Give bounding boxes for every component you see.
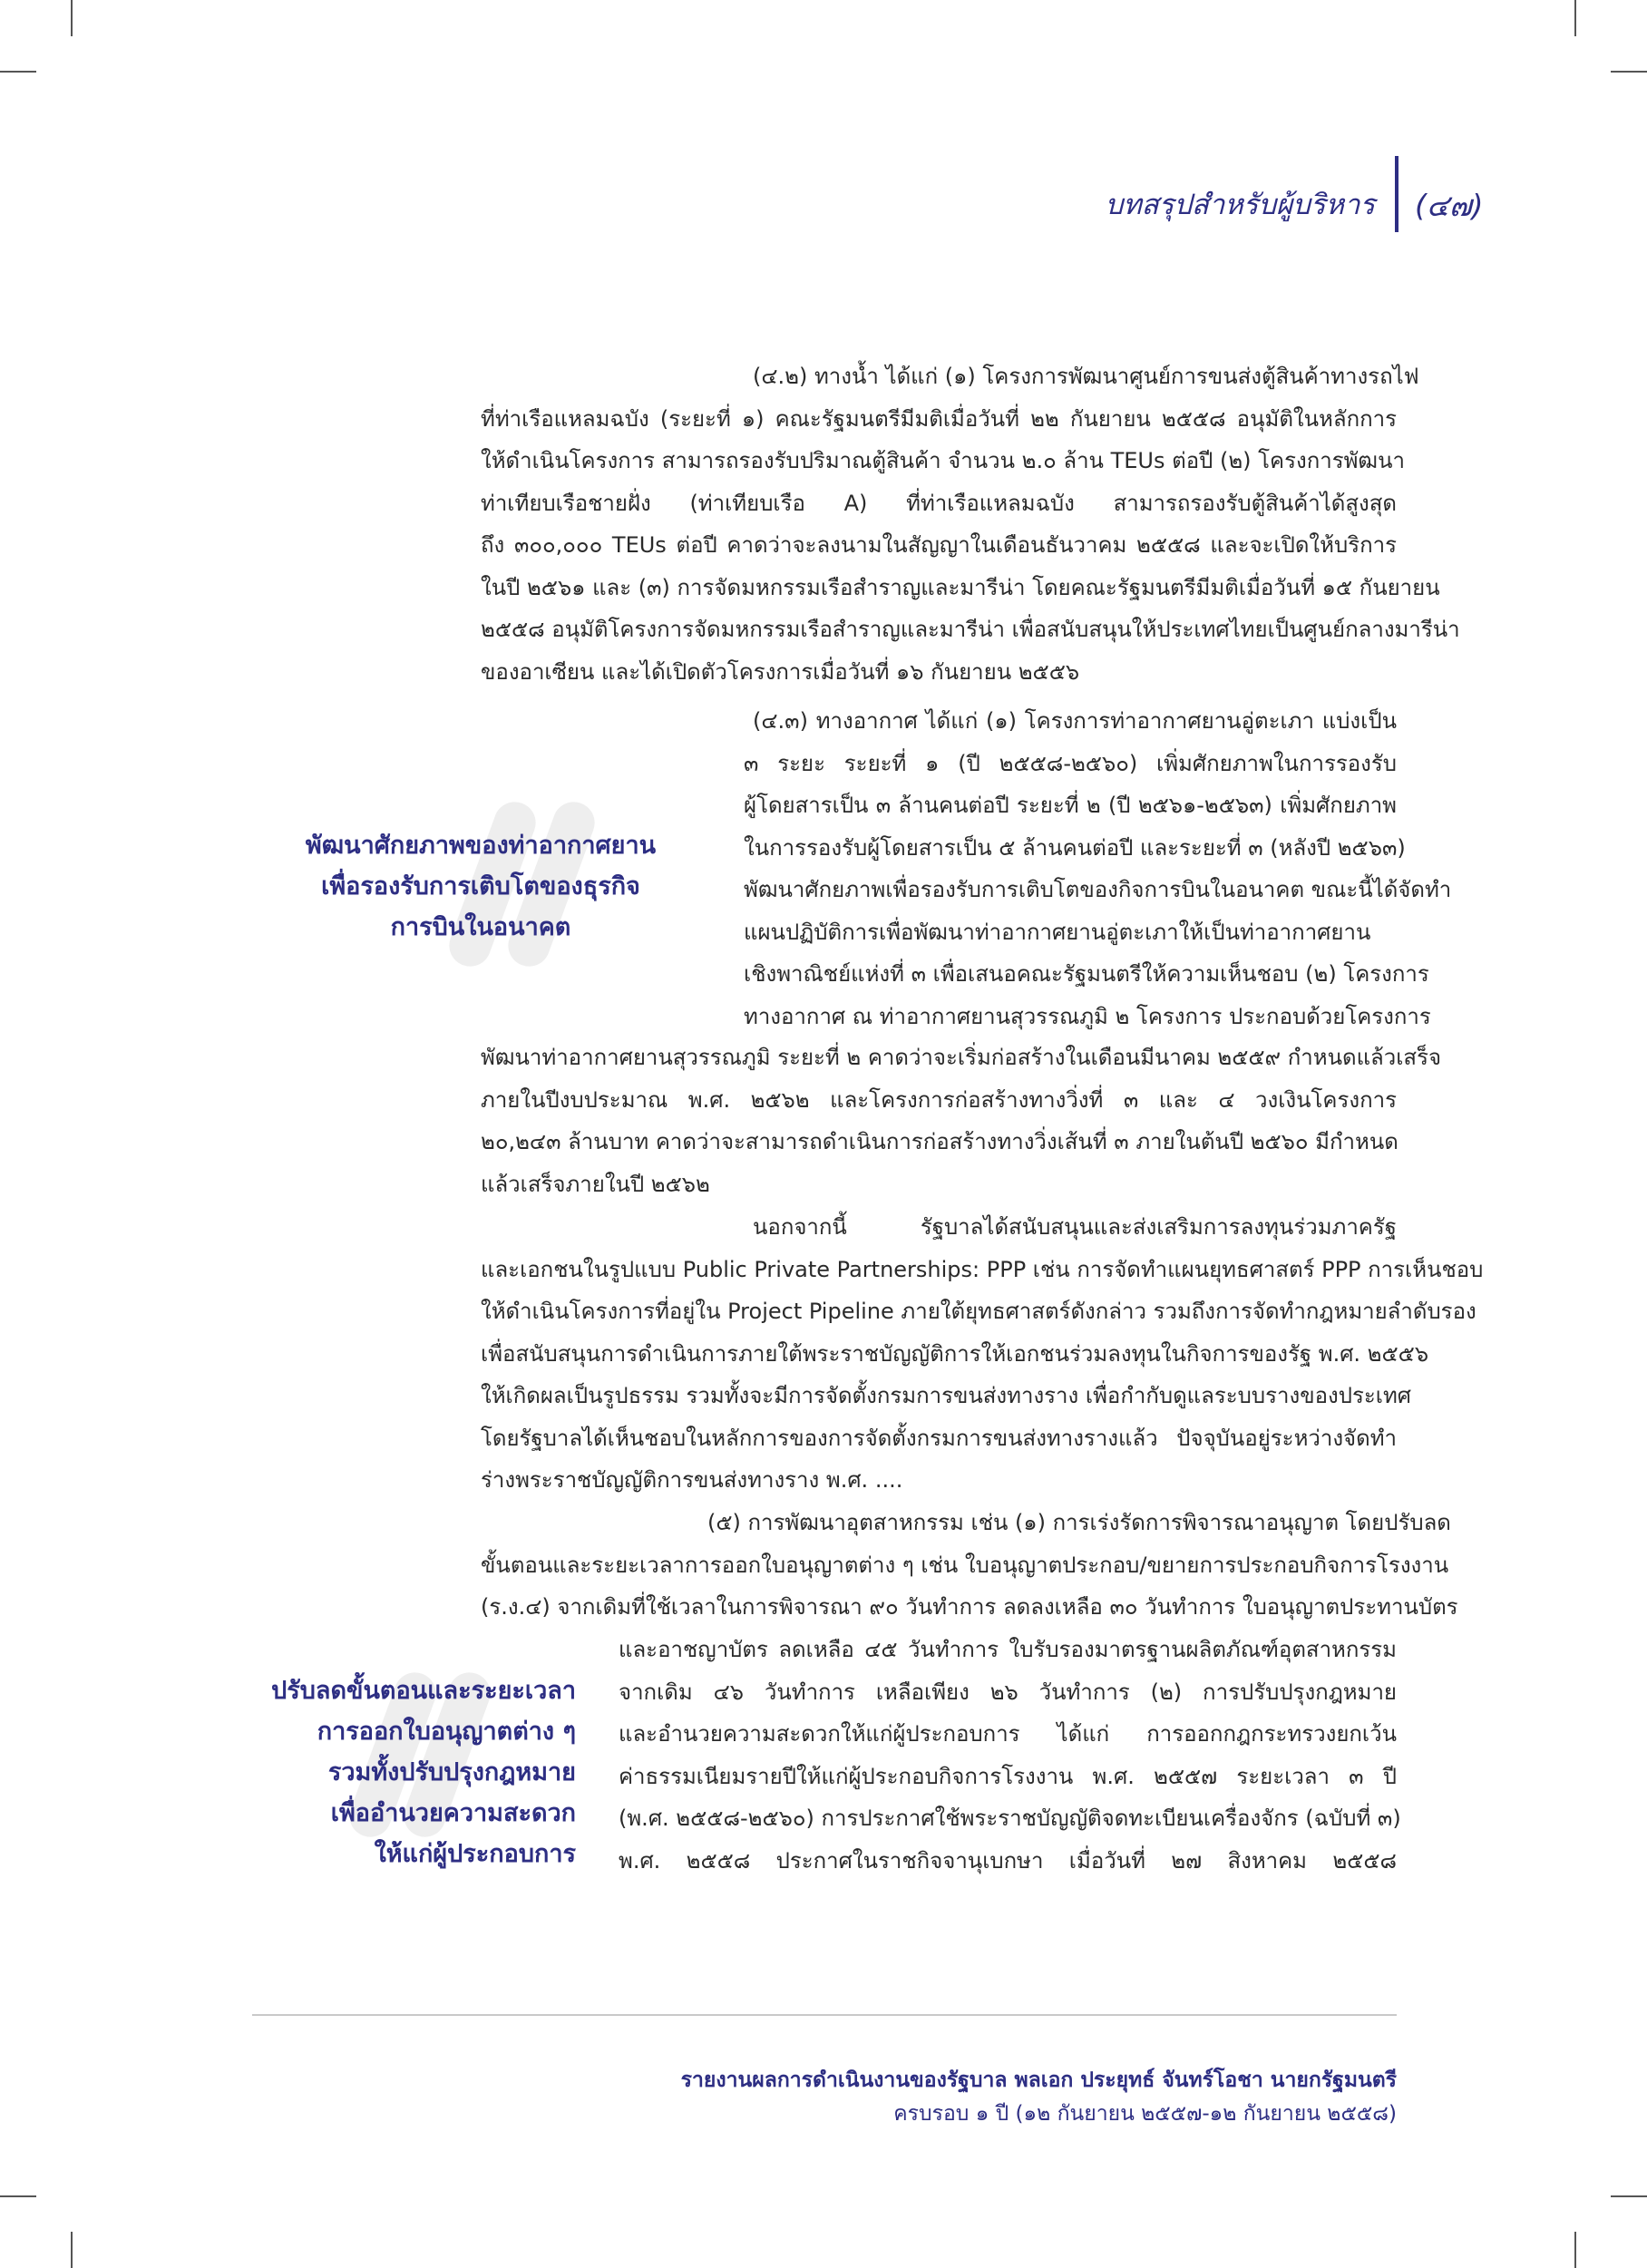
text-line: ๒๐,๒๔๓ ล้านบาท คาดว่าจะสามารถดำเนินการก่อสร้างทางวิ่งเส้นที่ ๓ ภายในต้นปี ๒๕๖๐ มีกำหนด <box>481 1129 1398 1154</box>
text-line: ๒๕๕๘ อนุมัติโครงการจัดมหกรรมเรือสำราญและมารีน่า เพื่อสนับสนุนให้ประเทศไทยเป็นศูนย์กลางมารีน่า <box>481 617 1460 642</box>
paragraph-industry <box>481 1502 1458 1629</box>
sidenote-line: เพื่ออำนวยความสะดวก <box>330 1799 576 1827</box>
crop-mark <box>71 2232 73 2268</box>
crop-mark <box>1611 2195 1647 2197</box>
crop-mark <box>0 71 36 73</box>
text-line: แล้วเสร็จภายในปี ๒๕๖๒ <box>481 1171 710 1197</box>
text-line: ขั้นตอนและระยะเวลาการออกใบอนุญาตต่าง ๆ เช่น ใบอนุญาตประกอบ/ขยายการประกอบกิจการโรงงาน <box>481 1552 1449 1578</box>
paragraph-ppp <box>481 1206 1484 1502</box>
text-line: แผนปฏิบัติการเพื่อพัฒนาท่าอากาศยานอู่ตะเภาให้เป็นท่าอากาศยาน <box>744 919 1371 945</box>
text-line: โดยรัฐบาลได้เห็นชอบในหลักการของการจัดตั้งกรมการขนส่งทางรางแล้ว ปัจจุบันอยู่ระหว่างจัดทำ <box>481 1425 1397 1451</box>
paragraph-industry-cont <box>619 1629 1401 1882</box>
text-line: ถึง ๓๐๐,๐๐๐ TEUs ต่อปี คาดว่าจะลงนามในสัญญาในเดือนธันวาคม ๒๕๕๘ และจะเปิดให้บริการ <box>481 532 1397 558</box>
text-line: ให้เกิดผลเป็นรูปธรรม รวมทั้งจะมีการจัดตั้งกรมการขนส่งทางราง เพื่อกำกับดูแลระบบรางของประเทศ <box>481 1383 1411 1408</box>
paragraph-airway-cont <box>481 1037 1442 1205</box>
text-line: ในปี ๒๕๖๑ และ (๓) การจัดมหกรรมเรือสำราญและมารีน่า โดยคณะรัฐมนตรีมีมติเมื่อวันที่ ๑๕ กันยายน <box>481 574 1440 600</box>
sidenote-airport <box>272 825 689 948</box>
text-line: ให้ดำเนินโครงการ สามารถรองรับปริมาณตู้สินค้า จำนวน ๒.๐ ล้าน TEUs ต่อปี (๒) โครงการพัฒนา <box>481 448 1405 473</box>
text-line: ในการรองรับผู้โดยสารเป็น ๕ ล้านคนต่อปี และระยะที่ ๓ (หลังปี ๒๕๖๓) <box>744 834 1406 861</box>
crop-mark <box>71 0 73 36</box>
text-line: ผู้โดยสารเป็น ๓ ล้านคนต่อปี ระยะที่ ๒ (ปี ๒๕๖๑-๒๕๖๓) เพิ่มศักยภาพ <box>744 793 1397 818</box>
sidenote-line: ให้แก่ผู้ประกอบการ <box>374 1840 576 1868</box>
text-line: และอาชญาบัตร ลดเหลือ ๔๕ วันทำการ ใบรับรองมาตรฐานผลิตภัณฑ์อุตสาหกรรม <box>619 1637 1397 1662</box>
text-line: ภายในปีงบประมาณ พ.ศ. ๒๕๖๒ และโครงการก่อสร้างทางวิ่งที่ ๓ และ ๔ วงเงินโครงการ <box>481 1086 1397 1113</box>
footer-report-title: รายงานผลการดำเนินงานของรัฐบาล พลเอก ประยุทธ์ จันทร์โอชา นายกรัฐมนตรี <box>680 2068 1397 2092</box>
sidenote-line: เพื่อรองรับการเติบโตของธุรกิจ <box>321 872 640 900</box>
footer-period: ครบรอบ ๑ ปี (๑๒ กันยายน ๒๕๕๗-๑๒ กันยายน ๒๕๕๘) <box>893 2102 1397 2126</box>
text-line: (พ.ศ. ๒๕๕๘-๒๕๖๐) การประกาศใช้พระราชบัญญัติจดทะเบียนเครื่องจักร (ฉบับที่ ๓) <box>619 1806 1401 1831</box>
footer-divider <box>252 2014 1397 2016</box>
text-line: ท่าเทียบเรือชายฝั่ง (ท่าเทียบเรือ A) ที่ท่าเรือแหลมฉบัง สามารถรองรับตู้สินค้าได้สูงสุด <box>481 490 1397 516</box>
sidenote-line: การออกใบอนุญาตต่าง ๆ <box>317 1718 576 1746</box>
sidenote-line: การบินในอนาคต <box>390 913 571 941</box>
sidenote-line: พัฒนาศักยภาพของท่าอากาศยาน <box>305 832 657 860</box>
text-line: นอกจากนี้ รัฐบาลได้สนับสนุนและส่งเสริมการลงทุนร่วมภาครัฐ <box>753 1214 1397 1240</box>
page-number: (๔๗) <box>1415 188 1484 223</box>
text-line: (๔.๒) ทางน้ำ ได้แก่ (๑) โครงการพัฒนาศูนย์การขนส่งตู้สินค้าทางรถไฟ <box>753 364 1419 389</box>
header-divider <box>1395 156 1398 232</box>
text-line: ของอาเซียน และได้เปิดตัวโครงการเมื่อวันที่ ๑๖ กันยายน ๒๕๕๖ <box>481 658 1080 685</box>
text-line: เชิงพาณิชย์แห่งที่ ๓ เพื่อเสนอคณะรัฐมนตรีให้ความเห็นชอบ (๒) โครงการ <box>744 961 1429 987</box>
sidenote-industry <box>263 1670 576 1874</box>
text-line: ร่างพระราชบัญญัติการขนส่งทางราง พ.ศ. .... <box>481 1467 903 1493</box>
sidenote-line: ปรับลดขั้นตอนและระยะเวลา <box>271 1677 576 1705</box>
paragraph-waterway <box>481 355 1460 693</box>
text-line: ค่าธรรมเนียมรายปีให้แก่ผู้ประกอบกิจการโรงงาน พ.ศ. ๒๕๕๗ ระยะเวลา ๓ ปี <box>619 1763 1398 1789</box>
text-line: เพื่อสนับสนุนการดำเนินการภายใต้พระราชบัญญัติการให้เอกชนร่วมลงทุนในกิจการของรัฐ พ.ศ. ๒๕๕๖ <box>481 1340 1429 1367</box>
crop-mark <box>1574 2232 1576 2268</box>
text-line: (ร.ง.๔) จากเดิมที่ใช้เวลาในการพิจารณา ๙๐ วันทำการ ลดลงเหลือ ๓๐ วันทำการ ใบอนุญาตประทานบัตร <box>481 1594 1458 1620</box>
running-header-title: บทสรุปสำหรับผู้บริหาร <box>1105 189 1375 221</box>
text-line: ทางอากาศ ณ ท่าอากาศยานสุวรรณภูมิ ๒ โครงการ ประกอบด้วยโครงการ <box>744 1003 1431 1029</box>
text-line: ให้ดำเนินโครงการที่อยู่ใน Project Pipeline ภายใต้ยุทธศาสตร์ดังกล่าว รวมถึงการจัดทำกฎหมายลำดับรอง <box>481 1299 1476 1324</box>
crop-mark <box>0 2195 36 2197</box>
text-line: และอำนวยความสะดวกให้แก่ผู้ประกอบการ ได้แก่ การออกกฎกระทรวงยกเว้น <box>619 1721 1397 1747</box>
text-line: และเอกชนในรูปแบบ Public Private Partnerships: PPP เช่น การจัดทำแผนยุทธศาสตร์ PPP การเห็นชอบ <box>481 1256 1484 1282</box>
text-line: พัฒนาศักยภาพเพื่อรองรับการเติบโตของกิจการบินในอนาคต ขณะนี้ได้จัดทำ <box>744 877 1452 902</box>
text-line: พ.ศ. ๒๕๕๘ ประกาศในราชกิจจานุเบกษา เมื่อวันที่ ๒๗ สิงหาคม ๒๕๕๘ <box>619 1847 1397 1874</box>
paragraph-airway <box>744 700 1452 1037</box>
text-line: จากเดิม ๔๖ วันทำการ เหลือเพียง ๒๖ วันทำการ (๒) การปรับปรุงกฎหมาย <box>619 1679 1397 1705</box>
text-line: ที่ท่าเรือแหลมฉบัง (ระยะที่ ๑) คณะรัฐมนตรีมีมติเมื่อวันที่ ๒๒ กันยายน ๒๕๕๘ อนุมัติในหลักการ <box>481 405 1397 432</box>
sidenote-line: รวมทั้งปรับปรุงกฎหมาย <box>327 1758 576 1786</box>
crop-mark <box>1574 0 1576 36</box>
text-line: ๓ ระยะ ระยะที่ ๑ (ปี ๒๕๕๘-๒๕๖๐) เพิ่มศักยภาพในการรองรับ <box>744 750 1397 776</box>
crop-mark <box>1611 71 1647 73</box>
text-line: (๔.๓) ทางอากาศ ได้แก่ (๑) โครงการท่าอากาศยานอู่ตะเภา แบ่งเป็น <box>753 708 1397 734</box>
text-line: (๕) การพัฒนาอุตสาหกรรม เช่น (๑) การเร่งรัดการพิจารณาอนุญาต โดยปรับลด <box>707 1510 1451 1535</box>
text-line: พัฒนาท่าอากาศยานสุวรรณภูมิ ระยะที่ ๒ คาดว่าจะเริ่มก่อสร้างในเดือนมีนาคม ๒๕๕๙ กำหนดแล้วเสร็จ <box>481 1045 1442 1070</box>
